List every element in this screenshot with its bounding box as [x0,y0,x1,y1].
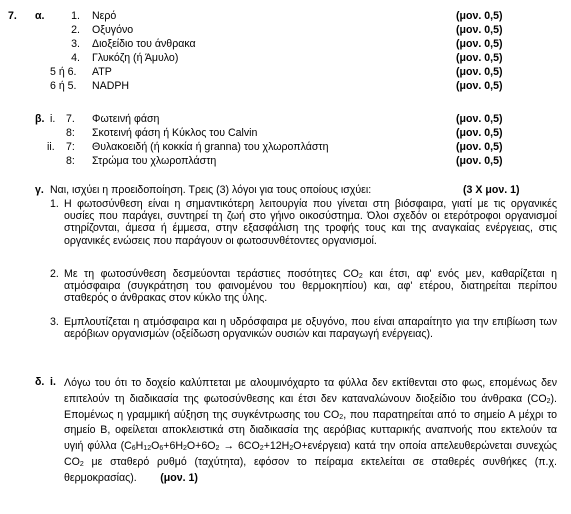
part-a-item-points: (μον. 0,5) [456,66,503,78]
part-a-item-points: (μον. 0,5) [456,38,503,50]
part-a-item-text: Διοξείδιο του άνθρακα [92,38,196,50]
part-a-item-text: Οξυγόνο [92,24,134,36]
part-a-item-num: 3. [71,38,80,50]
part-b-item-text: Στρώμα του χλωροπλάστη [92,155,217,167]
part-a-item-num: 6 ή 5. [50,80,77,92]
reason-num: 1. [50,198,59,210]
part-d-points: (μον. 1) [160,471,198,484]
part-d-sub-label: i. [50,376,56,388]
part-a-item-num: 1. [71,10,80,22]
part-b-item-text: Φωτεινή φάση [92,113,160,125]
question-number: 7. [8,10,17,22]
part-b-item-points: (μον. 0,5) [456,127,503,139]
part-d-label: δ. [35,376,45,388]
part-a-label: α. [35,10,45,22]
part-a-item-points: (μον. 0,5) [456,10,503,22]
part-c-label: γ. [35,184,44,196]
reason-text: Εμπλουτίζεται η ατμόσφαιρα και η υδρόσφαιρα με οξυγόνο, που είναι απαραίτητο για την επιβίωση των αερόβιων οργανισμών (οξείδωση οργανικών ουσιών και παραγωγή ενέργειας). [64,316,557,341]
reason-num: 3. [50,316,59,328]
part-a-item-text: NADPH [92,80,130,92]
part-b-item-text: Σκοτεινή φάση ή Κύκλος του Calvin [92,127,258,139]
part-c-points: (3 X μον. 1) [463,184,520,196]
part-b-item-num: 8: [66,155,75,167]
part-a-item-num: 5 ή 6. [50,66,77,78]
part-a-item-points: (μον. 0,5) [456,24,503,36]
part-a-item-text: Νερό [92,10,117,22]
part-d-answer: Λόγω του ότι το δοχείο καλύπτεται με αλουμινόχαρτο τα φύλλα δεν εκτίθενται στο φως, επομένως δεν επιτελούν τη διαδικασία της φωτοσύνθεσης και έτσι δεν καταναλώνουν διοξείδιο του άνθρακα $(CO_2)$. Επομένως η γραμμική αύξηση της συγκέντρωσης του $CO_2$, που παρατηρείται από το σημείο Α μέχρι το σημείο Β, οφείλεται αποκλειστικά στη διαδικασία της αερόβιας κυτταρικής αναπνοής που εκτελούν τα υγιή φύλλα $(C_6H_{12}O_6+6H_2O+6O_2 \to 6CO_2+12H_2O+\varepsilon\nu έ\rho\gamma\varepsilon\iota\alpha)$ κατά την οποία απελευθερώνεται συνεχώς $CO_2$ με σταθερό ρυθμό (ταχύτητα), εφόσον το πείραμα εκτελείται σε σταθερές συνθήκες (π.χ. θερμοκρασίας). (μον. 1) [64,377,558,484]
reason-num: 2. [50,268,59,280]
part-b-item-num: 8: [66,127,75,139]
part-a-item-text: Γλυκόζη (ή Άμυλο) [92,52,179,64]
part-b-item-points: (μον. 0,5) [456,141,503,153]
part-a-item-points: (μον. 0,5) [456,52,503,64]
part-b-item-points: (μον. 0,5) [456,113,503,125]
part-b-item-points: (μον. 0,5) [456,155,503,167]
reason-text: Η φωτοσύνθεση είναι η σημαντικότερη λειτουργία που γίνεται στη βιόσφαιρα, γιατί με τις οργανικές ουσίες που παράγει, συντηρεί τη ζωή στο γήινο οικοσύστημα. Όλοι σχεδόν οι ετερότροφοι οργανισμοί στηρίζονται, άμεσα ή έμμεσα, στην εξασφάλιση της τροφής τους και της αναγκαίας ενέργειας, στις οργανικές ενώσεις που παράγουν οι φωτοσυνθέτοντες οργανισμοί. [64,198,557,247]
part-a-item-num: 2. [71,24,80,36]
part-b-sub-label: ii. [47,141,55,153]
part-b-item-text: Θυλακοειδή (ή κοκκία ή granna) του χλωροπλάστη [92,141,329,153]
part-a-item-text: ATP [92,66,112,78]
part-b-item-num: 7: [66,141,75,153]
part-a-item-points: (μον. 0,5) [456,80,503,92]
part-a-item-num: 4. [71,52,80,64]
part-b-item-num: 7. [66,113,75,125]
part-b-label: β. [35,113,45,125]
part-b-sub-label: i. [50,113,56,125]
reason-text: Με τη φωτοσύνθεση δεσμεύονται τεράστιες ποσότητες $CO_2$ και έτσι, αφ' ενός μεν, καθαρίζεται η ατμόσφαιρα (συγκράτηση του φαινομένου του θερμοκηπίου) και, αφ' ετέρου, διατηρείται περίπου σταθερός ο άνθρακας στον κύκλο της ύλης. [64,268,557,305]
part-c-intro: Ναι, ισχύει η προειδοποίηση. Τρεις (3) λόγοι για τους οποίους ισχύει: [50,184,372,196]
